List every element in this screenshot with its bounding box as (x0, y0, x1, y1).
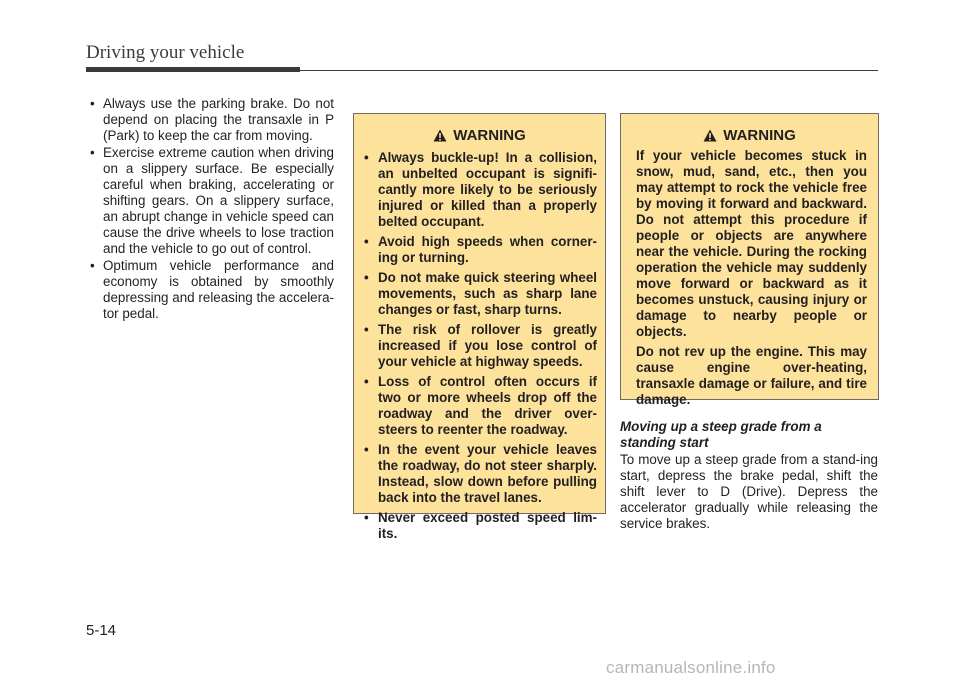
left-column (86, 96, 334, 323)
warning-triangle-icon (433, 129, 447, 142)
warning-bullet-list (354, 150, 605, 542)
left-bullet-list (86, 96, 334, 322)
warning-box-stuck (620, 113, 879, 407)
warning-paragraph: If your vehicle becomes stuck in snow, mud, sand, etc., then you may attempt to rock the vehicle free by moving it forward and backward. Do not attempt this procedure if people or objects are anywhere near the vehicle. During the rocking operation the vehicle may suddenly move forward or backward as it becomes unstuck, causing injury or damage to nearby people or objects. (636, 148, 867, 339)
page-number: 5-14 (86, 622, 117, 639)
warning-paragraph: Do not rev up the engine. This may cause engine over-heating, transaxle damage or failure, and tire damage. (636, 344, 867, 407)
list-item: • Never exceed posted speed lim-its. (362, 510, 597, 542)
steep-grade-section (620, 419, 878, 532)
warning-heading-text: WARNING (453, 126, 526, 144)
list-item: • Always buckle-up! In a collision, an unbelted occupant is signifi-cantly more likely to be seriously injured or killed than a properly belted occupant. (362, 150, 597, 230)
list-item: • Optimum vehicle performance and economy is obtained by smoothly depressing and releasing the accelera-tor pedal. (86, 258, 334, 322)
list-item: • Avoid high speeds when corner-ing or turning. (362, 234, 597, 266)
header-rule (300, 70, 878, 71)
watermark: carmanualsonline.info (606, 658, 776, 677)
warning-heading (354, 124, 605, 146)
warning-triangle-icon (703, 129, 717, 142)
list-item: • Do not make quick steering wheel movements, such as sharp lane changes or fast, sharp turns. (362, 270, 597, 318)
list-item: • In the event your vehicle leaves the roadway, do not steer sharply. Instead, slow down before pulling back into the travel lanes. (362, 442, 597, 506)
warning-body (621, 146, 878, 408)
section-body: To move up a steep grade from a stand-ing start, depress the brake pedal, shift the shift lever to D (Drive). Depress the accelerator gradually while releasing the service brakes. (620, 452, 878, 531)
page-header-title: Driving your vehicle (86, 42, 245, 63)
header-accent-bar (86, 67, 300, 72)
warning-heading-text: WARNING (723, 126, 796, 144)
list-item: • The risk of rollover is greatly increased if you lose control of your vehicle at highway speeds. (362, 322, 597, 370)
warning-box-driving (353, 113, 606, 541)
list-item: • Loss of control often occurs if two or more wheels drop off the roadway and the driver over-steers to reenter the roadway. (362, 374, 597, 438)
warning-heading (621, 124, 878, 146)
section-heading: Moving up a steep grade from a standing start (620, 419, 822, 450)
list-item: • Always use the parking brake. Do not depend on placing the transaxle in P (Park) to keep the car from moving. (86, 96, 334, 144)
list-item: • Exercise extreme caution when driving on a slippery surface. Be especially careful when braking, accelerating or shifting gears. On a slippery surface, an abrupt change in vehicle speed can cause the drive wheels to lose traction and the vehicle to go out of control. (86, 145, 334, 257)
